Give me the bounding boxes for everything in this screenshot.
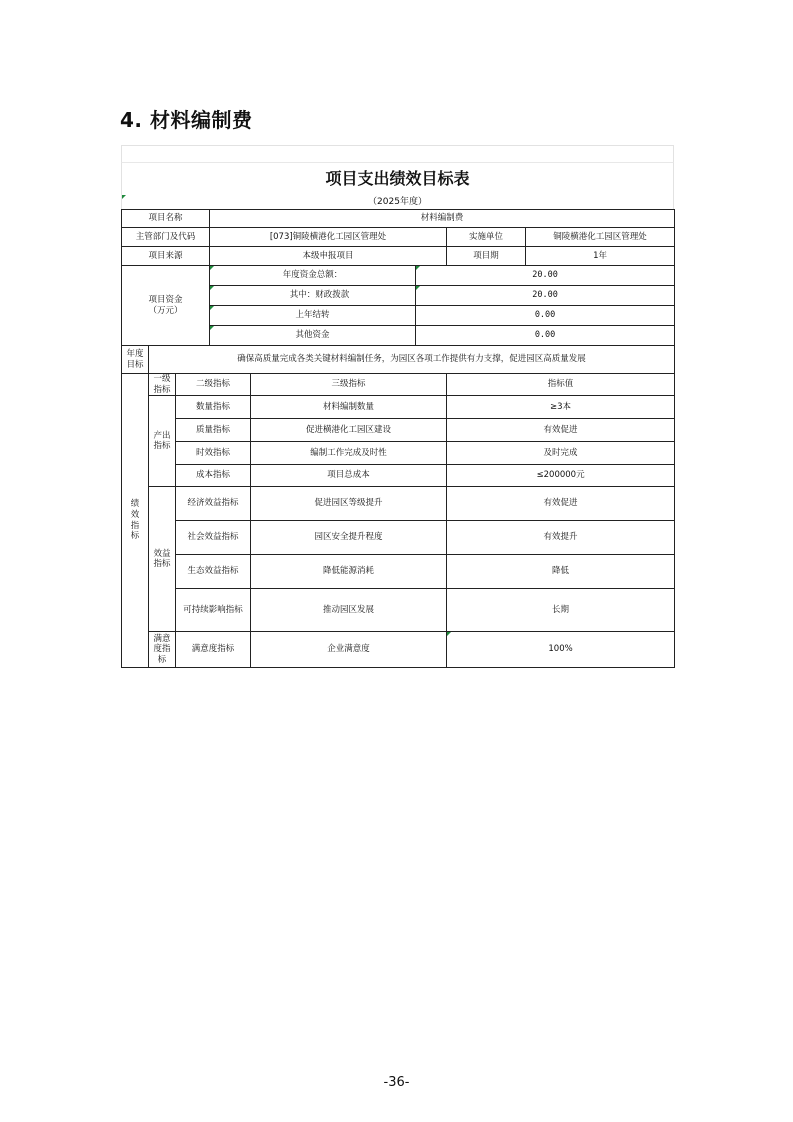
- benefit-indicator-label: [149, 487, 176, 632]
- annual-goal-label: [122, 346, 149, 374]
- funding-carryover-value: 0.00: [416, 306, 675, 326]
- performance-table: [121, 209, 675, 668]
- sheet-top-gap: [121, 145, 674, 162]
- output-row-level2: 成本指标: [176, 465, 251, 487]
- performance-target-sheet: [121, 145, 674, 668]
- benefit-row-level3: 降低能源消耗: [251, 555, 447, 589]
- year-note: [121, 195, 674, 209]
- funding-carryover-label-text: 上年结转: [295, 310, 330, 321]
- funding-label-line1: 项目资金: [148, 294, 183, 305]
- row-project-name: [122, 210, 675, 228]
- source-value: 本级申报项目: [210, 247, 447, 266]
- cell-marker-icon: [210, 266, 214, 270]
- table-row: [122, 632, 675, 668]
- source-label: 项目来源: [122, 247, 210, 266]
- header-level3: 三级指标: [251, 374, 447, 396]
- output-row-level2: 数量指标: [176, 396, 251, 419]
- benefit-row-level2: 生态效益指标: [176, 555, 251, 589]
- funding-fiscal-label: [210, 286, 416, 306]
- output-row-level3: 促进横港化工园区建设: [251, 419, 447, 442]
- output-row-value: ≥3本: [447, 396, 675, 419]
- row-indicator-header: [122, 374, 675, 396]
- funding-total-value-text: 20.00: [532, 270, 558, 281]
- benefit-row-value: 有效提升: [447, 521, 675, 555]
- benefit-row-level3: 促进园区等级提升: [251, 487, 447, 521]
- funding-total-label-text: 年度资金总额：: [282, 270, 343, 281]
- department-value: [073]铜陵横港化工园区管理处: [210, 228, 447, 247]
- output-row-level2: 时效指标: [176, 442, 251, 465]
- funding-fiscal-label-text: 其中：财政拨款: [289, 290, 350, 301]
- annual-goal-label-line1: 年度: [126, 348, 144, 359]
- indicator-group-label-text: 绩效指标: [130, 499, 140, 542]
- satisfaction-indicator-label-text: 满意度指标: [153, 633, 171, 666]
- row-annual-goal: [122, 346, 675, 374]
- benefit-row-level3: 园区安全提升程度: [251, 521, 447, 555]
- table-row: [122, 465, 675, 487]
- table-row: [122, 521, 675, 555]
- funding-fiscal-value: [416, 286, 675, 306]
- benefit-row-level3: 推动园区发展: [251, 589, 447, 632]
- cell-marker-icon: [210, 306, 214, 310]
- benefit-indicator-label-text: 效益指标: [153, 548, 171, 570]
- benefit-row-value: 长期: [447, 589, 675, 632]
- output-indicator-label-text: 产出指标: [153, 430, 171, 452]
- output-row-level3: 编制工作完成及时性: [251, 442, 447, 465]
- row-funding-total: [122, 266, 675, 286]
- row-source: [122, 247, 675, 266]
- funding-label-line2: （万元）: [148, 305, 183, 316]
- cell-marker-icon: [416, 286, 420, 290]
- benefit-row-level2: 社会效益指标: [176, 521, 251, 555]
- table-row: [122, 442, 675, 465]
- table-row: [122, 419, 675, 442]
- cell-marker-icon: [210, 326, 214, 330]
- satisfaction-row-value: [447, 632, 675, 668]
- table-row: [122, 396, 675, 419]
- page-number: -36-: [383, 1075, 410, 1090]
- table-row: [122, 487, 675, 521]
- funding-carryover-label: [210, 306, 416, 326]
- annual-goal-value: 确保高质量完成各类关键材料编制任务，为园区各项工作提供有力支撑，促进园区高质量发展: [149, 346, 675, 374]
- cell-marker-icon: [210, 286, 214, 290]
- table-row: [122, 589, 675, 632]
- table-row: [122, 555, 675, 589]
- output-row-value: 有效促进: [447, 419, 675, 442]
- table-title: 项目支出绩效目标表: [121, 162, 674, 195]
- benefit-row-level2: 经济效益指标: [176, 487, 251, 521]
- funding-other-value: 0.00: [416, 326, 675, 346]
- funding-label: [122, 266, 210, 346]
- funding-other-label: [210, 326, 416, 346]
- period-value: 1年: [526, 247, 675, 266]
- benefit-row-value: 有效促进: [447, 487, 675, 521]
- period-label: 项目期: [447, 247, 526, 266]
- year-note-text: （2025年度）: [368, 197, 427, 207]
- cell-marker-icon: [416, 266, 420, 270]
- implementing-unit-label: 实施单位: [447, 228, 526, 247]
- satisfaction-indicator-label: [149, 632, 176, 668]
- implementing-unit-value: 铜陵横港化工园区管理处: [526, 228, 675, 247]
- output-indicator-label: [149, 396, 176, 487]
- funding-total-value: [416, 266, 675, 286]
- row-department: [122, 228, 675, 247]
- project-name-value: 材料编制费: [210, 210, 675, 228]
- output-row-level3: 材料编制数量: [251, 396, 447, 419]
- satisfaction-row-level2: 满意度指标: [176, 632, 251, 668]
- satisfaction-row-value-text: 100%: [548, 644, 573, 655]
- benefit-row-value: 降低: [447, 555, 675, 589]
- section-heading: 4. 材料编制费: [120, 108, 253, 132]
- cell-marker-icon: [447, 632, 451, 636]
- funding-fiscal-value-text: 20.00: [532, 290, 558, 301]
- funding-total-label: [210, 266, 416, 286]
- satisfaction-row-level3: 企业满意度: [251, 632, 447, 668]
- header-level1: 一级指标: [149, 374, 176, 396]
- output-row-value: 及时完成: [447, 442, 675, 465]
- output-row-value: ≤200000元: [447, 465, 675, 487]
- project-name-label: 项目名称: [122, 210, 210, 228]
- header-value: 指标值: [447, 374, 675, 396]
- output-row-level2: 质量指标: [176, 419, 251, 442]
- benefit-row-level2: 可持续影响指标: [176, 589, 251, 632]
- annual-goal-label-line2: 目标: [126, 359, 144, 370]
- indicator-group-label: [122, 374, 149, 668]
- funding-other-label-text: 其他资金: [295, 330, 330, 341]
- header-level2: 二级指标: [176, 374, 251, 396]
- department-label: 主管部门及代码: [122, 228, 210, 247]
- cell-marker-icon: [122, 195, 126, 199]
- output-row-level3: 项目总成本: [251, 465, 447, 487]
